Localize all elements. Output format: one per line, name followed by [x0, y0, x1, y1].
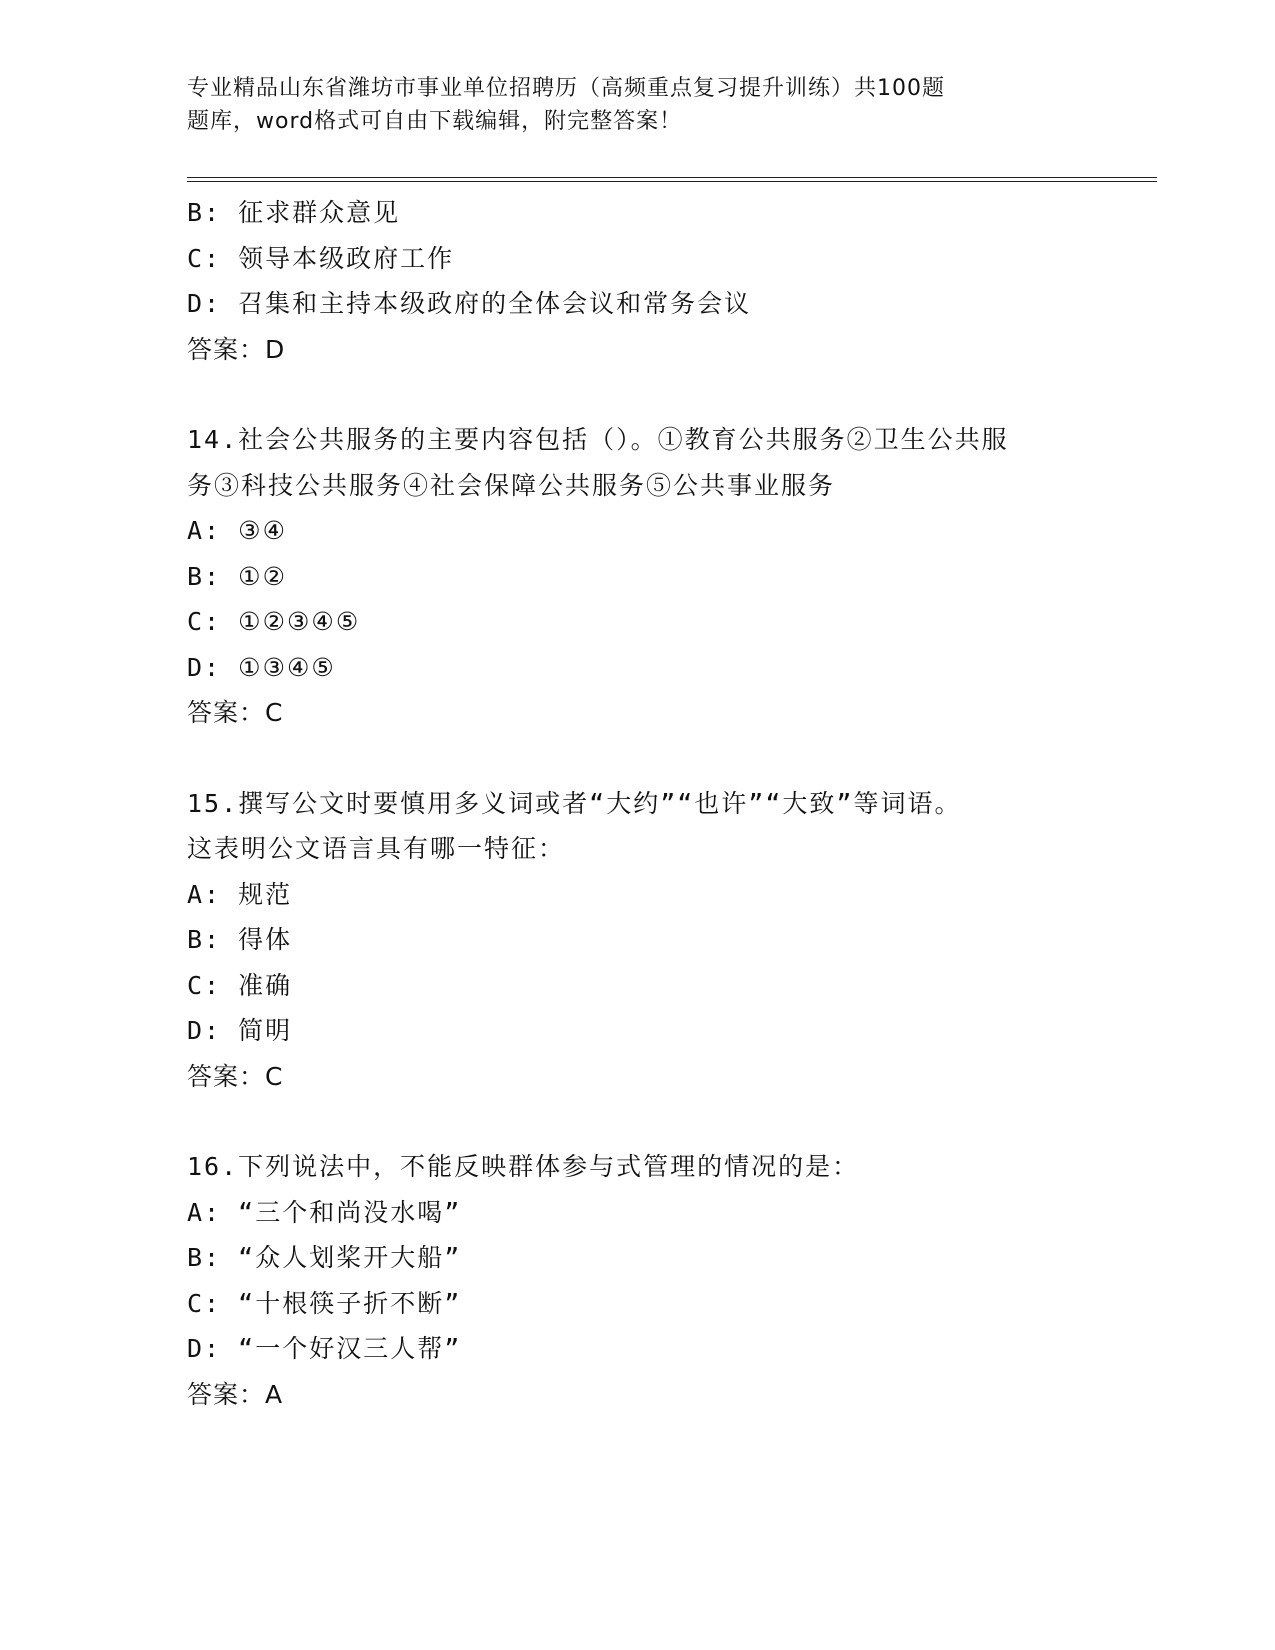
option-text: “三个和尚没水喝”	[238, 1197, 462, 1227]
question-list	[187, 190, 1087, 1417]
question-stem-line-1: 16.下列说法中，不能反映群体参与式管理的情况的是：	[187, 1152, 860, 1181]
option-d	[187, 1008, 1087, 1054]
option-text: 领导本级政府工作	[238, 243, 455, 273]
option-label: D:	[187, 1016, 222, 1045]
answer-line: 答案：D	[187, 334, 286, 364]
option-label: B:	[187, 561, 222, 591]
option-a	[187, 508, 1087, 554]
question-16	[187, 1144, 1087, 1417]
option-c	[187, 599, 1087, 645]
header-divider-secondary	[187, 181, 1157, 182]
option-label: C:	[187, 607, 222, 636]
option-label: D:	[187, 289, 222, 318]
option-d	[187, 1326, 1087, 1372]
option-label: D:	[187, 652, 222, 682]
option-label: D:	[187, 1334, 222, 1363]
option-c	[187, 963, 1087, 1009]
option-text: “十根筷子折不断”	[238, 1288, 462, 1318]
document-header	[187, 72, 1067, 138]
option-text: 征求群众意见	[238, 198, 401, 227]
question-13-remainder	[187, 190, 1087, 372]
option-label: C:	[187, 1288, 222, 1318]
question-14	[187, 417, 1087, 736]
option-a	[187, 872, 1087, 918]
question-stem-line-2: 这表明公文语言具有哪一特征：	[187, 834, 566, 863]
answer-line: 答案：C	[187, 1061, 284, 1091]
option-label: B:	[187, 925, 222, 954]
question-15	[187, 781, 1087, 1100]
option-text: 规范	[238, 879, 293, 909]
option-text: 得体	[238, 925, 293, 954]
answer-line: 答案：C	[187, 698, 284, 727]
option-label: A:	[187, 516, 222, 545]
option-label: B:	[187, 1243, 222, 1272]
option-d	[187, 281, 1087, 327]
option-text: ①②	[238, 561, 287, 591]
option-text: ③④	[238, 516, 287, 545]
answer-line: 答案：A	[187, 1379, 284, 1409]
option-b	[187, 1235, 1087, 1281]
header-divider	[187, 177, 1157, 178]
option-label: C:	[187, 243, 222, 273]
option-a	[187, 1190, 1087, 1236]
option-label: C:	[187, 970, 222, 1000]
option-text: 准确	[238, 970, 293, 1000]
question-stem-line-2: 务③科技公共服务④社会保障公共服务⑤公共事业服务	[187, 470, 836, 500]
question-stem-line-1: 15.撰写公文时要慎用多义词或者“大约”“也许”“大致”等词语。	[187, 788, 962, 818]
option-label: A:	[187, 1197, 222, 1227]
header-title-line-2: 题库，word格式可自由下载编辑，附完整答案！	[187, 109, 683, 134]
option-text: 召集和主持本级政府的全体会议和常务会议	[238, 289, 752, 318]
option-c	[187, 236, 1087, 282]
option-label: B:	[187, 198, 222, 227]
option-text: ①③④⑤	[238, 652, 336, 682]
option-text: “一个好汉三人帮”	[238, 1334, 462, 1363]
option-b	[187, 917, 1087, 963]
option-d	[187, 645, 1087, 691]
question-stem-line-1: 14.社会公共服务的主要内容包括（）。①教育公共服务②卫生公共服	[187, 425, 1009, 454]
option-b	[187, 190, 1087, 236]
option-c	[187, 1281, 1087, 1327]
option-b	[187, 554, 1087, 600]
header-title-line-1: 专业精品山东省潍坊市事业单位招聘历（高频重点复习提升训练）共100题	[187, 76, 945, 101]
option-text: “众人划桨开大船”	[238, 1243, 462, 1272]
option-label: A:	[187, 879, 222, 909]
option-text: ①②③④⑤	[238, 607, 361, 636]
option-text: 简明	[238, 1016, 293, 1045]
